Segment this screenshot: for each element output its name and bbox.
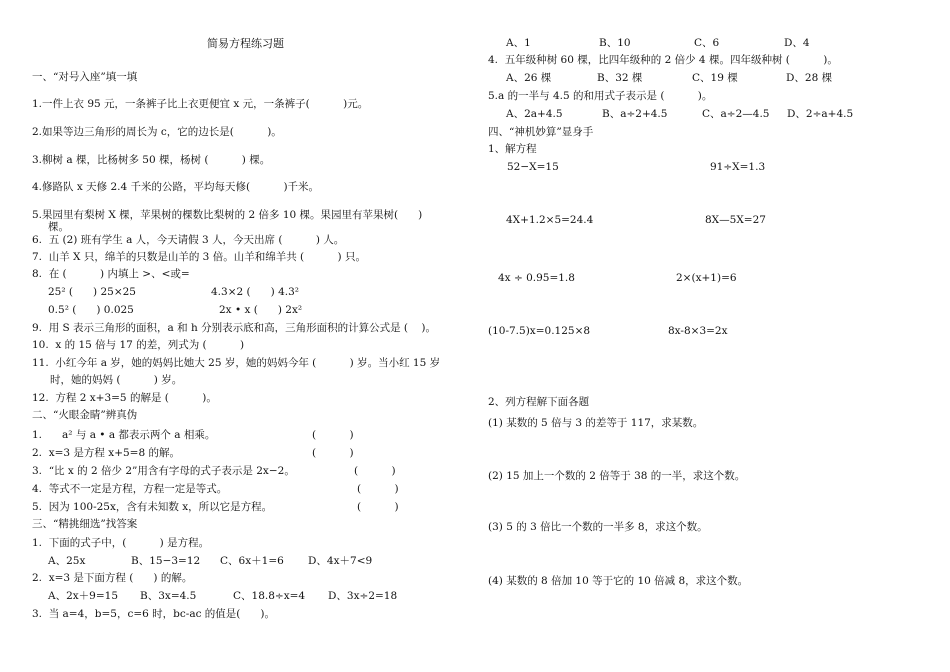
fill-q10: 10. x 的 15 倍与 17 的差，列式为 ( ) <box>32 339 245 351</box>
fill-q11-continued: 时，她的妈妈 ( ) 岁。 <box>50 374 183 386</box>
worksheet-title: 简易方程练习题 <box>207 37 284 50</box>
choice-q4-option-b: B、32 棵 <box>597 72 643 84</box>
fill-q5: 5.果园里有梨树 X 棵，苹果树的棵数比梨树的 2 倍多 10 棵。果园里有苹果树( ) <box>32 209 423 221</box>
choice-q2-option-b: B、3x=4.5 <box>140 590 197 602</box>
tf-q4: 4. 等式不一定是方程，方程一定是等式。 <box>32 483 228 495</box>
choice-q4-option-c: C、19 棵 <box>692 72 738 84</box>
choice-q5-option-a: A、2a+4.5 <box>506 108 563 120</box>
word-problem-2: (2) 15 加上一个数的 2 倍等于 38 的一半，求这个数。 <box>488 470 746 482</box>
fill-q1: 1.一件上衣 95 元，一条裤子比上衣更便宜 x 元，一条裤子( )元。 <box>32 98 369 110</box>
choice-q4-option-d: D、28 棵 <box>786 72 833 84</box>
tf-q4-blank: ( ) <box>357 483 399 495</box>
equation-2: 91÷X=1.3 <box>710 161 766 173</box>
choice-q2-option-c: C、18.8÷x=4 <box>233 590 306 602</box>
fill-q9: 9. 用 S 表示三角形的面积，a 和 h 分别表示底和高，三角形面积的计算公式是 ( )。 <box>32 322 436 334</box>
compare-a-left: 25² ( ) 25×25 <box>48 286 136 298</box>
equation-6: 2×(x+1)=6 <box>676 272 737 284</box>
choice-q4-option-a: A、26 棵 <box>506 72 552 84</box>
tf-q3-blank: ( ) <box>354 465 396 477</box>
choice-q5-option-b: B、a÷2+4.5 <box>602 108 668 120</box>
choice-q5: 5.a 的一半与 4.5 的和用式子表示是 ( )。 <box>488 90 713 102</box>
choice-q4: 4. 五年级种树 60 棵，比四年级种的 2 倍少 4 棵。四年级种树 ( )。 <box>488 54 838 66</box>
choice-q2-option-d: D、3x÷2=18 <box>328 590 398 602</box>
word-problems-heading: 2、列方程解下面各题 <box>488 396 590 408</box>
compare-b-left: 0.5² ( ) 0.025 <box>48 304 134 316</box>
choice-q3-option-b: B、10 <box>599 37 631 49</box>
section-1-heading: 一、“对号入座”填一填 <box>32 71 138 83</box>
fill-q2: 2.如果等边三角形的周长为 c，它的边长是( )。 <box>32 126 282 138</box>
choice-q3-option-a: A、1 <box>506 37 531 49</box>
choice-q1-option-c: C、6x＋1=6 <box>220 555 284 567</box>
choice-q5-option-c: C、a÷2—4.5 <box>702 108 770 120</box>
choice-q3-option-d: D、4 <box>784 37 810 49</box>
fill-q3: 3.柳树 a 棵，比杨树多 50 棵，杨树 ( ) 棵。 <box>32 154 271 166</box>
section-4-heading: 四、“神机妙算”显身手 <box>488 126 594 138</box>
choice-q3-option-c: C、6 <box>694 37 720 49</box>
fill-q4: 4.修路队 x 天修 2.4 千米的公路，平均每天修( )千米。 <box>32 181 320 193</box>
choice-q5-option-d: D、2÷a+4.5 <box>787 108 854 120</box>
tf-q2-blank: ( ) <box>312 447 354 459</box>
choice-q3: 3. 当 a=4，b=5，c=6 时，bc-ac 的值是( )。 <box>32 608 276 620</box>
choice-q2: 2. x=3 是下面方程 ( ) 的解。 <box>32 572 193 584</box>
equation-1: 52−X=15 <box>507 161 559 173</box>
choice-q2-option-a: A、2x＋9=15 <box>48 590 119 602</box>
fill-q6: 6. 五 (2) 班有学生 a 人，今天请假 3 人，今天出席 ( ) 人。 <box>32 234 345 246</box>
compare-a-right: 4.3×2 ( ) 4.3² <box>211 286 299 298</box>
word-problem-1: (1) 某数的 5 倍与 3 的差等于 117，求某数。 <box>488 417 704 429</box>
compare-b-right: 2x • x ( ) 2x² <box>219 304 303 316</box>
fill-q7: 7. 山羊 X 只，绵羊的只数是山羊的 3 倍。山羊和绵羊共 ( ) 只。 <box>32 251 366 263</box>
solve-equations-heading: 1、解方程 <box>488 143 537 155</box>
tf-q3: 3. “比 x 的 2 倍少 2”用含有字母的式子表示是 2x−2。 <box>32 465 295 477</box>
equation-7: (10-7.5)x=0.125×8 <box>488 325 591 337</box>
fill-q8: 8. 在 ( ) 内填上 >、<或= <box>32 268 190 280</box>
tf-q1-blank: ( ) <box>312 429 354 441</box>
equation-8: 8x-8×3=2x <box>668 325 728 337</box>
equation-3: 4X+1.2×5=24.4 <box>506 214 594 226</box>
choice-q1-option-a: A、25x <box>48 555 86 567</box>
word-problem-4: (4) 某数的 8 倍加 10 等于它的 10 倍减 8，求这个数。 <box>488 575 749 587</box>
section-2-heading: 二、“火眼金睛”辨真伪 <box>32 409 138 421</box>
equation-5: 4x ÷ 0.95=1.8 <box>498 272 575 284</box>
section-3-heading: 三、“精挑细选”找答案 <box>32 518 138 530</box>
choice-q1-option-b: B、15−3=12 <box>131 555 201 567</box>
choice-q1: 1. 下面的式子中，( ) 是方程。 <box>32 537 210 549</box>
fill-q5-continued: 棵。 <box>48 221 69 233</box>
tf-q5-blank: ( ) <box>357 501 399 513</box>
fill-q12: 12. 方程 2 x+3=5 的解是 ( )。 <box>32 392 217 404</box>
choice-q1-option-d: D、4x＋7<9 <box>308 555 373 567</box>
tf-q5: 5. 因为 100-25x，含有未知数 x，所以它是方程。 <box>32 501 273 513</box>
tf-q1: 1. a² 与 a • a 都表示两个 a 相乘。 <box>32 429 216 441</box>
tf-q2: 2. x=3 是方程 x+5=8 的解。 <box>32 447 180 459</box>
fill-q11: 11. 小红今年 a 岁，她的妈妈比她大 25 岁，她的妈妈今年 ( ) 岁。当小红 15 岁 <box>32 357 441 369</box>
word-problem-3: (3) 5 的 3 倍比一个数的一半多 8，求这个数。 <box>488 521 708 533</box>
equation-4: 8X—5X=27 <box>705 214 766 226</box>
